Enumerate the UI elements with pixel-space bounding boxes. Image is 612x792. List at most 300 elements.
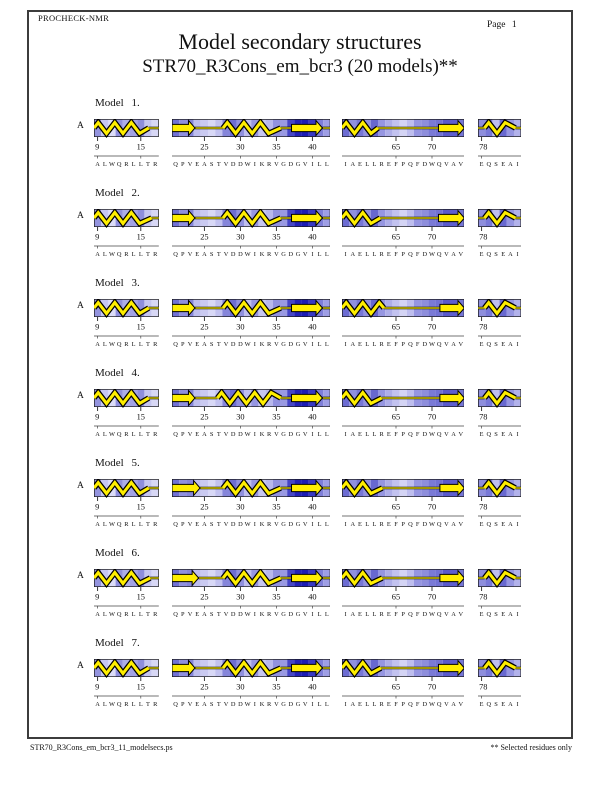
structure-segment <box>94 299 159 349</box>
residue-number: 15 <box>136 592 145 602</box>
chain-label: A <box>77 661 84 671</box>
sequence-letter: V <box>274 610 279 618</box>
sequence-letter: I <box>516 610 519 618</box>
structure-segment <box>172 209 330 259</box>
sequence-letter: Q <box>173 340 178 348</box>
sequence-letter: L <box>102 250 107 258</box>
sequence-letter: I <box>516 250 519 258</box>
sequence-letter: E <box>386 160 391 168</box>
sequence-letter: V <box>458 610 464 618</box>
sequence-letter: L <box>131 340 136 348</box>
sequence-letter: L <box>324 610 329 618</box>
sequence-letter: E <box>386 700 391 708</box>
sequence-letter: Q <box>173 520 178 528</box>
sequence-letter: A <box>451 250 456 258</box>
sequence-letter: V <box>302 520 308 528</box>
residue-number: 30 <box>236 322 245 332</box>
model-label: Model 4. <box>95 367 140 379</box>
sequence-letter: R <box>379 700 384 708</box>
structure-segment <box>478 479 521 529</box>
sequence-letter: F <box>394 160 398 168</box>
sequence-letter: T <box>146 340 150 348</box>
structure-segment <box>342 119 464 169</box>
sequence-letter: Q <box>436 160 442 168</box>
sequence-letter: D <box>238 610 243 618</box>
sequence-letter: A <box>202 160 207 168</box>
sequence-letter: L <box>372 340 377 348</box>
sequence-letter: G <box>295 160 301 168</box>
sequence-letter: T <box>216 160 221 168</box>
sequence-letter: V <box>302 160 308 168</box>
sequence-letter: L <box>102 700 107 708</box>
residue-number: 40 <box>308 412 317 422</box>
sequence-letter: D <box>230 430 236 438</box>
sequence-letter: E <box>479 340 484 348</box>
sequence-letter: W <box>244 610 251 618</box>
residue-number: 35 <box>272 142 281 152</box>
residue-number: 78 <box>479 682 488 692</box>
sequence-letter: D <box>288 340 294 348</box>
sequence-letter: T <box>216 520 221 528</box>
model-row <box>0 365 612 455</box>
sequence-letter: S <box>209 430 214 438</box>
sequence-letter: E <box>479 250 484 258</box>
residue-number: 25 <box>200 322 209 332</box>
sequence-letter: Q <box>408 250 413 258</box>
sequence-letter: L <box>138 340 143 348</box>
sequence-letter: E <box>501 520 506 528</box>
sequence-letter: Q <box>486 700 492 708</box>
sequence-letter: D <box>288 520 294 528</box>
sequence-letter: L <box>138 160 143 168</box>
sequence-letter: E <box>358 430 362 438</box>
residue-number: 40 <box>308 322 317 332</box>
chain-label: A <box>77 121 84 131</box>
sequence-letter: P <box>401 520 405 528</box>
sequence-letter: A <box>508 340 513 348</box>
sequence-letter: D <box>288 610 294 618</box>
sequence-letter: V <box>302 250 308 258</box>
model-label: Model 2. <box>95 187 140 199</box>
residue-number: 25 <box>200 232 209 242</box>
sequence-letter: A <box>508 520 513 528</box>
sequence-letter: W <box>108 340 116 348</box>
sequence-letter: T <box>216 430 221 438</box>
sequence-letter: A <box>508 430 513 438</box>
sequence-letter: F <box>394 610 398 618</box>
sequence-letter: K <box>259 250 265 258</box>
sequence-letter: V <box>187 430 193 438</box>
sequence-letter: P <box>401 610 405 618</box>
sequence-letter: R <box>153 700 158 708</box>
sequence-letter: G <box>295 610 301 618</box>
residue-number: 25 <box>200 592 209 602</box>
residue-number: 70 <box>427 592 437 602</box>
sequence-letter: I <box>311 340 314 348</box>
sequence-letter: S <box>209 160 214 168</box>
sequence-letter: V <box>187 520 193 528</box>
sequence-letter: P <box>401 700 405 708</box>
sequence-letter: E <box>195 610 200 618</box>
sequence-letter: I <box>311 160 314 168</box>
sequence-letter: R <box>267 340 272 348</box>
sequence-letter: S <box>209 700 214 708</box>
sequence-letter: V <box>223 250 229 258</box>
sequence-letter: D <box>288 160 294 168</box>
sequence-letter: I <box>253 340 256 348</box>
sequence-letter: R <box>153 610 158 618</box>
sequence-letter: L <box>102 520 107 528</box>
sequence-letter: R <box>124 610 129 618</box>
residue-number: 70 <box>427 142 437 152</box>
sequence-letter: V <box>302 700 308 708</box>
sequence-letter: A <box>350 430 356 438</box>
sequence-letter: W <box>244 340 251 348</box>
page-subtitle: STR70_R3Cons_em_bcr3 (20 models)** <box>142 56 458 77</box>
sequence-letter: Q <box>116 250 122 258</box>
sequence-letter: V <box>274 160 279 168</box>
residue-number: 9 <box>95 682 100 692</box>
sequence-letter: D <box>288 430 294 438</box>
sequence-letter: P <box>181 610 185 618</box>
sequence-letter: A <box>350 340 356 348</box>
residue-number: 78 <box>479 502 488 512</box>
sequence-letter: I <box>516 520 519 528</box>
sequence-letter: V <box>458 250 464 258</box>
sequence-letter: G <box>281 340 286 348</box>
sequence-letter: V <box>274 430 279 438</box>
sequence-letter: V <box>223 430 229 438</box>
sequence-letter: R <box>153 250 158 258</box>
sequence-letter: E <box>501 430 506 438</box>
residue-number: 65 <box>391 142 401 152</box>
sequence-letter: L <box>365 610 370 618</box>
sequence-letter: L <box>131 250 136 258</box>
sequence-letter: K <box>259 340 265 348</box>
sequence-letter: D <box>422 340 428 348</box>
sequence-letter: E <box>386 250 391 258</box>
sequence-letter: E <box>501 340 506 348</box>
sequence-letter: R <box>267 700 272 708</box>
residue-number: 25 <box>200 502 209 512</box>
sequence-letter: E <box>358 610 362 618</box>
page-title: Model secondary structures <box>178 29 422 54</box>
sequence-letter: I <box>311 520 314 528</box>
residue-number: 78 <box>479 412 488 422</box>
sequence-letter: A <box>202 430 207 438</box>
sequence-letter: F <box>415 610 420 618</box>
sequence-letter: I <box>516 430 519 438</box>
sequence-letter: L <box>372 160 377 168</box>
residue-number: 15 <box>136 142 145 152</box>
sequence-letter: Q <box>486 520 492 528</box>
sequence-letter: T <box>146 430 150 438</box>
sequence-letter: S <box>209 340 214 348</box>
model-row <box>0 185 612 275</box>
model-label: Model 1. <box>95 97 140 109</box>
sequence-letter: A <box>95 160 100 168</box>
structure-segment <box>172 119 330 169</box>
sequence-letter: L <box>324 700 329 708</box>
model-label: Model 3. <box>95 277 140 289</box>
sequence-letter: A <box>95 430 100 438</box>
sequence-letter: L <box>102 160 107 168</box>
sequence-letter: L <box>131 610 136 618</box>
sequence-letter: L <box>324 430 329 438</box>
sequence-letter: D <box>422 160 428 168</box>
model-label: Model 7. <box>95 637 140 649</box>
residue-number: 35 <box>272 592 281 602</box>
structure-segment <box>478 209 521 259</box>
residue-number: 65 <box>391 682 401 692</box>
sequence-letter: V <box>223 610 229 618</box>
sequence-letter: G <box>281 610 286 618</box>
sequence-letter: R <box>153 430 158 438</box>
sequence-letter: F <box>394 700 398 708</box>
residue-number: 9 <box>95 142 100 152</box>
sequence-letter: L <box>317 700 322 708</box>
sequence-letter: D <box>230 610 236 618</box>
sequence-letter: L <box>324 340 329 348</box>
sequence-letter: L <box>365 700 370 708</box>
sequence-letter: K <box>259 610 265 618</box>
structure-segment <box>478 119 521 169</box>
residue-number: 40 <box>308 592 317 602</box>
model-row <box>0 95 612 185</box>
sequence-letter: A <box>95 340 100 348</box>
residue-number: 65 <box>391 502 401 512</box>
residue-number: 70 <box>427 412 437 422</box>
residue-number: 78 <box>479 142 488 152</box>
sequence-letter: F <box>394 520 398 528</box>
sequence-letter: A <box>95 520 100 528</box>
model-label: Model 6. <box>95 547 140 559</box>
sequence-letter: Q <box>486 250 492 258</box>
residue-number: 70 <box>427 682 437 692</box>
sequence-letter: L <box>365 160 370 168</box>
sequence-letter: L <box>102 340 107 348</box>
sequence-letter: D <box>238 250 243 258</box>
sequence-letter: E <box>195 700 200 708</box>
sequence-letter: F <box>415 250 420 258</box>
sequence-letter: R <box>124 250 129 258</box>
sequence-letter: Q <box>486 610 492 618</box>
sequence-letter: D <box>238 520 243 528</box>
chain-label: A <box>77 481 84 491</box>
sequence-letter: S <box>494 520 498 528</box>
structure-segment <box>172 659 330 709</box>
sequence-letter: E <box>501 610 506 618</box>
sequence-letter: Q <box>173 610 178 618</box>
sequence-letter: I <box>516 700 519 708</box>
residue-number: 78 <box>479 322 488 332</box>
sequence-letter: A <box>95 610 100 618</box>
sequence-letter: P <box>181 340 185 348</box>
sequence-letter: L <box>365 520 370 528</box>
structure-segment <box>342 569 464 619</box>
sequence-letter: D <box>230 700 236 708</box>
sequence-letter: D <box>230 160 236 168</box>
structure-segment <box>172 389 330 439</box>
sequence-letter: L <box>131 520 136 528</box>
sequence-letter: R <box>267 430 272 438</box>
sequence-letter: S <box>494 160 498 168</box>
sequence-letter: F <box>415 700 420 708</box>
sequence-letter: Q <box>116 430 122 438</box>
structure-segment <box>478 299 521 349</box>
sequence-letter: R <box>379 430 384 438</box>
sequence-letter: I <box>344 610 347 618</box>
sequence-letter: E <box>358 160 362 168</box>
sequence-letter: E <box>358 250 362 258</box>
sequence-letter: P <box>401 250 405 258</box>
sequence-letter: L <box>324 520 329 528</box>
structure-segment <box>172 569 330 619</box>
sequence-letter: G <box>281 430 286 438</box>
sequence-letter: I <box>253 700 256 708</box>
sequence-letter: W <box>428 250 436 258</box>
chain-label: A <box>77 571 84 581</box>
residue-number: 15 <box>136 682 145 692</box>
residue-number: 65 <box>391 412 401 422</box>
model-row <box>0 635 612 725</box>
residue-number: 9 <box>95 412 100 422</box>
sequence-letter: I <box>344 430 347 438</box>
sequence-letter: D <box>422 610 428 618</box>
structure-segment <box>478 389 521 439</box>
sequence-letter: R <box>153 520 158 528</box>
sequence-letter: A <box>202 700 207 708</box>
sequence-letter: L <box>138 610 143 618</box>
sequence-letter: F <box>415 160 420 168</box>
sequence-letter: L <box>131 700 136 708</box>
sequence-letter: Q <box>173 160 178 168</box>
sequence-letter: V <box>444 160 449 168</box>
sequence-letter: Q <box>436 250 442 258</box>
sequence-letter: W <box>108 430 116 438</box>
sequence-letter: I <box>253 520 256 528</box>
sequence-letter: G <box>281 160 286 168</box>
sequence-letter: L <box>372 700 377 708</box>
residue-number: 40 <box>308 232 317 242</box>
footer-note: ** Selected residues only <box>490 743 572 752</box>
sequence-letter: S <box>209 250 214 258</box>
sequence-letter: E <box>195 430 200 438</box>
structure-segment <box>342 299 464 349</box>
sequence-letter: G <box>295 430 301 438</box>
residue-number: 15 <box>136 502 145 512</box>
sequence-letter: R <box>267 520 272 528</box>
structure-segment <box>172 479 330 529</box>
sequence-letter: V <box>223 520 229 528</box>
sequence-letter: E <box>358 700 362 708</box>
sequence-letter: V <box>444 250 449 258</box>
sequence-letter: Q <box>408 700 413 708</box>
sequence-letter: R <box>267 160 272 168</box>
sequence-letter: L <box>138 250 143 258</box>
sequence-letter: L <box>138 430 143 438</box>
sequence-letter: L <box>317 250 322 258</box>
model-row <box>0 545 612 635</box>
sequence-letter: Q <box>408 160 413 168</box>
sequence-letter: Q <box>116 700 122 708</box>
sequence-letter: V <box>274 250 279 258</box>
sequence-letter: W <box>428 610 436 618</box>
sequence-letter: T <box>216 340 221 348</box>
residue-number: 35 <box>272 682 281 692</box>
sequence-letter: S <box>494 610 498 618</box>
sequence-letter: I <box>344 250 347 258</box>
sequence-letter: D <box>422 520 428 528</box>
sequence-letter: L <box>365 250 370 258</box>
sequence-letter: A <box>451 430 456 438</box>
sequence-letter: W <box>428 430 436 438</box>
sequence-letter: L <box>138 700 143 708</box>
residue-number: 9 <box>95 502 100 512</box>
sequence-letter: A <box>451 340 456 348</box>
sequence-letter: I <box>516 160 519 168</box>
structure-segment <box>94 659 159 709</box>
sequence-letter: L <box>372 520 377 528</box>
chain-label: A <box>77 391 84 401</box>
sequence-letter: I <box>344 160 347 168</box>
sequence-letter: L <box>324 160 329 168</box>
sequence-letter: A <box>350 610 356 618</box>
sequence-letter: W <box>108 160 116 168</box>
sequence-letter: D <box>230 340 236 348</box>
chain-label: A <box>77 301 84 311</box>
sequence-letter: D <box>422 700 428 708</box>
sequence-letter: V <box>458 700 464 708</box>
sequence-letter: R <box>124 160 129 168</box>
sequence-letter: F <box>415 520 420 528</box>
chain-label: A <box>77 211 84 221</box>
sequence-letter: R <box>267 250 272 258</box>
sequence-letter: G <box>281 520 286 528</box>
sequence-letter: G <box>295 340 301 348</box>
sequence-letter: L <box>372 610 377 618</box>
sequence-letter: I <box>344 520 347 528</box>
sequence-letter: V <box>444 430 449 438</box>
sequence-letter: D <box>238 700 243 708</box>
residue-number: 30 <box>236 682 245 692</box>
sequence-letter: K <box>259 700 265 708</box>
sequence-letter: E <box>479 610 484 618</box>
sequence-letter: I <box>253 610 256 618</box>
sequence-letter: E <box>195 160 200 168</box>
sequence-letter: L <box>138 520 143 528</box>
sequence-letter: S <box>209 520 214 528</box>
sequence-letter: A <box>202 250 207 258</box>
sequence-letter: T <box>146 520 150 528</box>
residue-number: 9 <box>95 232 100 242</box>
sequence-letter: R <box>379 610 384 618</box>
residue-number: 9 <box>95 592 100 602</box>
sequence-letter: W <box>428 160 436 168</box>
sequence-letter: V <box>458 430 464 438</box>
sequence-letter: A <box>451 610 456 618</box>
sequence-letter: I <box>344 340 347 348</box>
sequence-letter: A <box>202 610 207 618</box>
sequence-letter: L <box>365 340 370 348</box>
residue-number: 40 <box>308 682 317 692</box>
sequence-letter: Q <box>408 610 413 618</box>
residue-number: 78 <box>479 232 488 242</box>
sequence-letter: E <box>386 520 391 528</box>
sequence-letter: W <box>244 160 251 168</box>
structure-segment <box>94 389 159 439</box>
sequence-letter: Q <box>173 430 178 438</box>
